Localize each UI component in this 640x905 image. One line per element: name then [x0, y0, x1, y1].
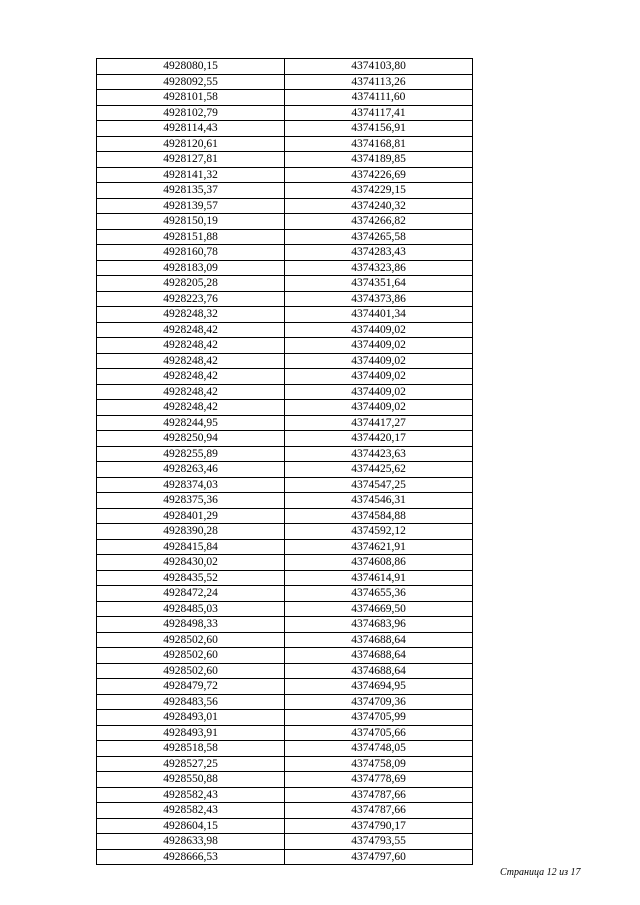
x-coordinate-cell: 4928401,29: [97, 508, 285, 524]
x-coordinate-cell: 4928127,81: [97, 152, 285, 168]
x-coordinate-cell: 4928092,55: [97, 74, 285, 90]
y-coordinate-cell: 4374688,64: [285, 663, 473, 679]
x-coordinate-cell: 4928150,19: [97, 214, 285, 230]
y-coordinate-cell: 4374423,63: [285, 446, 473, 462]
x-coordinate-cell: 4928483,56: [97, 694, 285, 710]
table-row: [97, 136, 473, 152]
x-coordinate-cell: 4928151,88: [97, 229, 285, 245]
x-coordinate-cell: 4928502,60: [97, 632, 285, 648]
x-coordinate-cell: 4928248,42: [97, 322, 285, 338]
table-row: [97, 632, 473, 648]
x-coordinate-cell: 4928582,43: [97, 787, 285, 803]
x-coordinate-cell: 4928435,52: [97, 570, 285, 586]
table-row: [97, 462, 473, 478]
y-coordinate-cell: 4374189,85: [285, 152, 473, 168]
table-row: [97, 214, 473, 230]
table-row: [97, 431, 473, 447]
y-coordinate-cell: 4374584,88: [285, 508, 473, 524]
x-coordinate-cell: 4928375,36: [97, 493, 285, 509]
table-row: [97, 524, 473, 540]
table-row: [97, 756, 473, 772]
table-row: [97, 787, 473, 803]
y-coordinate-cell: 4374103,80: [285, 59, 473, 75]
table-row: [97, 493, 473, 509]
x-coordinate-cell: 4928502,60: [97, 663, 285, 679]
table-row: [97, 586, 473, 602]
table-row: [97, 307, 473, 323]
table-row: [97, 291, 473, 307]
y-coordinate-cell: 4374240,32: [285, 198, 473, 214]
y-coordinate-cell: 4374401,34: [285, 307, 473, 323]
y-coordinate-cell: 4374797,60: [285, 849, 473, 865]
y-coordinate-cell: 4374787,66: [285, 803, 473, 819]
x-coordinate-cell: 4928582,43: [97, 803, 285, 819]
y-coordinate-cell: 4374420,17: [285, 431, 473, 447]
x-coordinate-cell: 4928415,84: [97, 539, 285, 555]
x-coordinate-cell: 4928498,33: [97, 617, 285, 633]
coordinates-table: [96, 58, 473, 865]
y-coordinate-cell: 4374417,27: [285, 415, 473, 431]
x-coordinate-cell: 4928518,58: [97, 741, 285, 757]
x-coordinate-cell: 4928390,28: [97, 524, 285, 540]
table-row: [97, 183, 473, 199]
x-coordinate-cell: 4928223,76: [97, 291, 285, 307]
table-row: [97, 803, 473, 819]
x-coordinate-cell: 4928248,42: [97, 353, 285, 369]
table-row: [97, 648, 473, 664]
table-row: [97, 679, 473, 695]
x-coordinate-cell: 4928101,58: [97, 90, 285, 106]
table-row: [97, 741, 473, 757]
table-row: [97, 663, 473, 679]
table-row: [97, 555, 473, 571]
y-coordinate-cell: 4374156,91: [285, 121, 473, 137]
y-coordinate-cell: 4374547,25: [285, 477, 473, 493]
table-row: [97, 446, 473, 462]
x-coordinate-cell: 4928430,02: [97, 555, 285, 571]
table-row: [97, 59, 473, 75]
table-row: [97, 105, 473, 121]
x-coordinate-cell: 4928250,94: [97, 431, 285, 447]
y-coordinate-cell: 4374168,81: [285, 136, 473, 152]
table-row: [97, 245, 473, 261]
table-row: [97, 229, 473, 245]
x-coordinate-cell: 4928114,43: [97, 121, 285, 137]
x-coordinate-cell: 4928244,95: [97, 415, 285, 431]
y-coordinate-cell: 4374265,58: [285, 229, 473, 245]
table-row: [97, 74, 473, 90]
y-coordinate-cell: 4374409,02: [285, 353, 473, 369]
x-coordinate-cell: 4928479,72: [97, 679, 285, 695]
table-row: [97, 477, 473, 493]
y-coordinate-cell: 4374283,43: [285, 245, 473, 261]
y-coordinate-cell: 4374688,64: [285, 632, 473, 648]
x-coordinate-cell: 4928248,42: [97, 369, 285, 385]
table-row: [97, 276, 473, 292]
table-row: [97, 400, 473, 416]
y-coordinate-cell: 4374758,09: [285, 756, 473, 772]
x-coordinate-cell: 4928120,61: [97, 136, 285, 152]
page-number: Страница 12 из 17: [500, 867, 581, 878]
y-coordinate-cell: 4374409,02: [285, 369, 473, 385]
table-row: [97, 369, 473, 385]
table-row: [97, 818, 473, 834]
x-coordinate-cell: 4928527,25: [97, 756, 285, 772]
y-coordinate-cell: 4374748,05: [285, 741, 473, 757]
y-coordinate-cell: 4374323,86: [285, 260, 473, 276]
y-coordinate-cell: 4374705,66: [285, 725, 473, 741]
y-coordinate-cell: 4374409,02: [285, 400, 473, 416]
x-coordinate-cell: 4928102,79: [97, 105, 285, 121]
table-row: [97, 152, 473, 168]
x-coordinate-cell: 4928160,78: [97, 245, 285, 261]
y-coordinate-cell: 4374688,64: [285, 648, 473, 664]
table-row: [97, 167, 473, 183]
table-row: [97, 725, 473, 741]
table-row: [97, 338, 473, 354]
table-row: [97, 772, 473, 788]
y-coordinate-cell: 4374669,50: [285, 601, 473, 617]
table-row: [97, 384, 473, 400]
x-coordinate-cell: 4928255,89: [97, 446, 285, 462]
x-coordinate-cell: 4928248,42: [97, 338, 285, 354]
y-coordinate-cell: 4374614,91: [285, 570, 473, 586]
table-row: [97, 601, 473, 617]
x-coordinate-cell: 4928374,03: [97, 477, 285, 493]
y-coordinate-cell: 4374790,17: [285, 818, 473, 834]
table-row: [97, 260, 473, 276]
y-coordinate-cell: 4374621,91: [285, 539, 473, 555]
x-coordinate-cell: 4928550,88: [97, 772, 285, 788]
y-coordinate-cell: 4374793,55: [285, 834, 473, 850]
x-coordinate-cell: 4928263,46: [97, 462, 285, 478]
x-coordinate-cell: 4928183,09: [97, 260, 285, 276]
y-coordinate-cell: 4374351,64: [285, 276, 473, 292]
x-coordinate-cell: 4928485,03: [97, 601, 285, 617]
y-coordinate-cell: 4374709,36: [285, 694, 473, 710]
x-coordinate-cell: 4928493,91: [97, 725, 285, 741]
table-row: [97, 694, 473, 710]
table-row: [97, 849, 473, 865]
y-coordinate-cell: 4374592,12: [285, 524, 473, 540]
table-row: [97, 570, 473, 586]
table-row: [97, 508, 473, 524]
table-row: [97, 121, 473, 137]
y-coordinate-cell: 4374117,41: [285, 105, 473, 121]
x-coordinate-cell: 4928493,01: [97, 710, 285, 726]
y-coordinate-cell: 4374111,60: [285, 90, 473, 106]
y-coordinate-cell: 4374655,36: [285, 586, 473, 602]
table-row: [97, 322, 473, 338]
x-coordinate-cell: 4928666,53: [97, 849, 285, 865]
x-coordinate-cell: 4928604,15: [97, 818, 285, 834]
y-coordinate-cell: 4374229,15: [285, 183, 473, 199]
y-coordinate-cell: 4374683,96: [285, 617, 473, 633]
y-coordinate-cell: 4374409,02: [285, 384, 473, 400]
x-coordinate-cell: 4928205,28: [97, 276, 285, 292]
y-coordinate-cell: 4374409,02: [285, 322, 473, 338]
y-coordinate-cell: 4374373,86: [285, 291, 473, 307]
table-row: [97, 710, 473, 726]
y-coordinate-cell: 4374608,86: [285, 555, 473, 571]
x-coordinate-cell: 4928633,98: [97, 834, 285, 850]
y-coordinate-cell: 4374787,66: [285, 787, 473, 803]
y-coordinate-cell: 4374705,99: [285, 710, 473, 726]
x-coordinate-cell: 4928139,57: [97, 198, 285, 214]
table-row: [97, 353, 473, 369]
y-coordinate-cell: 4374266,82: [285, 214, 473, 230]
y-coordinate-cell: 4374778,69: [285, 772, 473, 788]
table-row: [97, 539, 473, 555]
x-coordinate-cell: 4928472,24: [97, 586, 285, 602]
x-coordinate-cell: 4928248,42: [97, 400, 285, 416]
x-coordinate-cell: 4928135,37: [97, 183, 285, 199]
y-coordinate-cell: 4374546,31: [285, 493, 473, 509]
x-coordinate-cell: 4928080,15: [97, 59, 285, 75]
x-coordinate-cell: 4928248,42: [97, 384, 285, 400]
table-row: [97, 834, 473, 850]
table-row: [97, 617, 473, 633]
table-row: [97, 415, 473, 431]
x-coordinate-cell: 4928141,32: [97, 167, 285, 183]
x-coordinate-cell: 4928502,60: [97, 648, 285, 664]
y-coordinate-cell: 4374226,69: [285, 167, 473, 183]
table-row: [97, 90, 473, 106]
y-coordinate-cell: 4374409,02: [285, 338, 473, 354]
y-coordinate-cell: 4374694,95: [285, 679, 473, 695]
x-coordinate-cell: 4928248,32: [97, 307, 285, 323]
coordinates-table-body: [97, 59, 473, 865]
y-coordinate-cell: 4374113,26: [285, 74, 473, 90]
table-row: [97, 198, 473, 214]
y-coordinate-cell: 4374425,62: [285, 462, 473, 478]
